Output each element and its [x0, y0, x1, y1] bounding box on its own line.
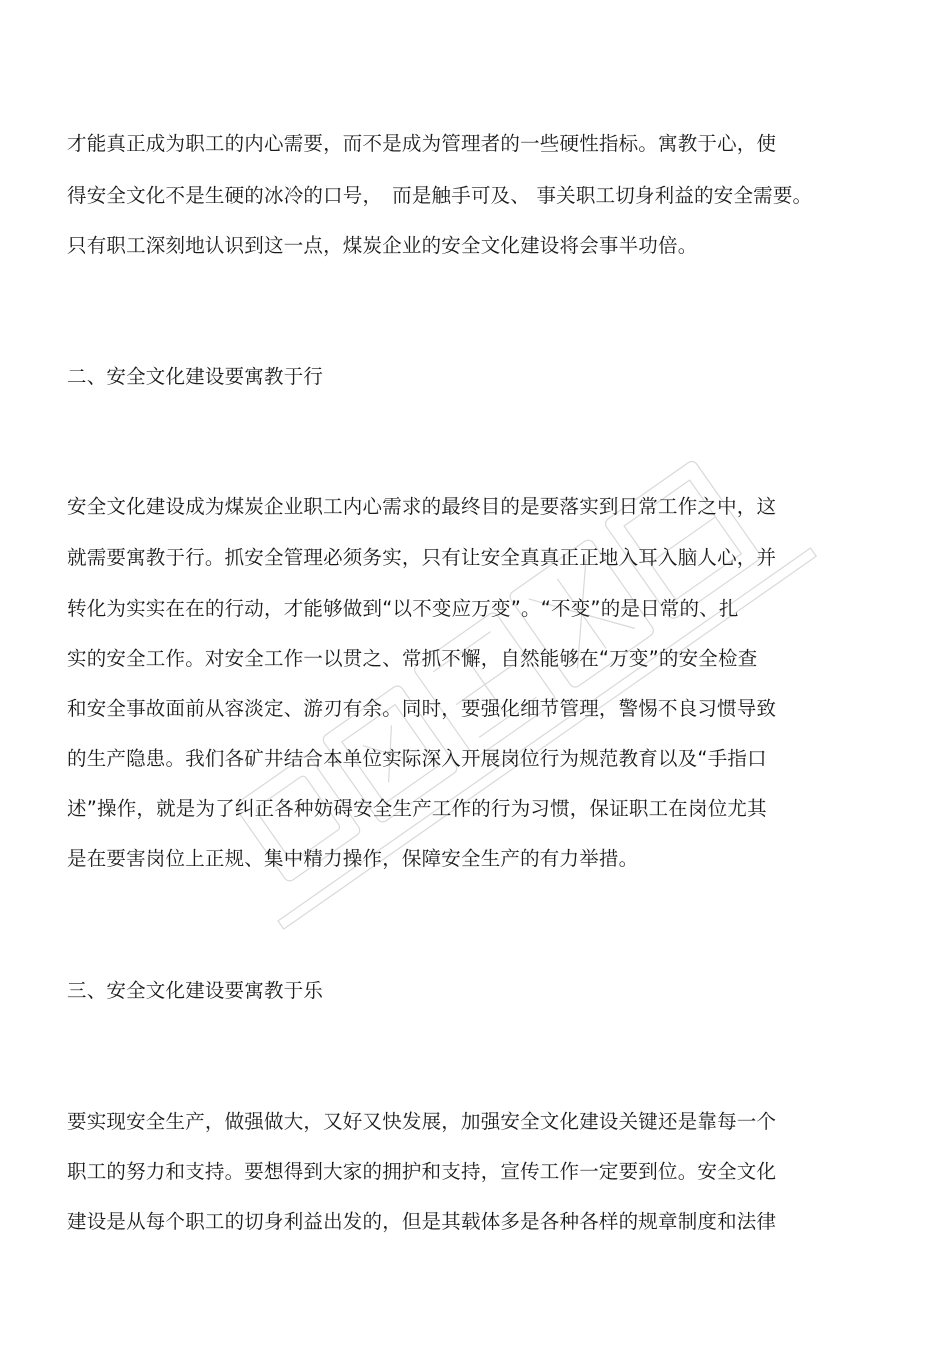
paragraph-line: 建设是从每个职工的切身利益出发的，但是其载体多是各种各样的规章制度和法律	[67, 1210, 777, 1233]
paragraph-line: 实的安全工作。对安全工作一以贯之、常抓不懈，自然能够在“万变”的安全检查	[67, 647, 758, 670]
paragraph-line: 述”操作，就是为了纠正各种妨碍安全生产工作的行为习惯，保证职工在岗位尤其	[67, 797, 767, 820]
paragraph-line: 的生产隐患。我们各矿井结合本单位实际深入开展岗位行为规范教育以及“手指口	[67, 747, 767, 770]
paragraph-line: 转化为实实在在的行动，才能够做到“以不变应万变”。“不变”的是日常的、扎	[67, 597, 739, 620]
paragraph-line: 和安全事故面前从容淡定、游刃有余。同时，要强化细节管理，警惕不良习惯导致	[67, 697, 777, 720]
paragraph-line: 安全文化建设成为煤炭企业职工内心需求的最终目的是要落实到日常工作之中，这	[67, 495, 777, 518]
paragraph-line: 才能真正成为职工的内心需要，而不是成为管理者的一些硬性指标。寓教于心，使	[67, 132, 777, 155]
paragraph-line: 职工的努力和支持。要想得到大家的拥护和支持，宣传工作一定要到位。安全文化	[67, 1160, 777, 1183]
paragraph-line: 要实现安全生产，做强做大，又好又快发展，加强安全文化建设关键还是靠每一个	[67, 1110, 777, 1133]
watermark-logo	[150, 390, 850, 970]
section-heading: 三、安全文化建设要寓教于乐	[67, 979, 324, 1002]
paragraph-line: 得安全文化不是生硬的冰冷的口号， 而是触手可及、 事关职工切身利益的安全需要。	[67, 184, 813, 207]
section-heading: 二、安全文化建设要寓教于行	[67, 365, 324, 388]
paragraph-line: 是在要害岗位上正规、集中精力操作，保障安全生产的有力举措。	[67, 847, 639, 870]
paragraph-line: 只有职工深刻地认识到这一点，煤炭企业的安全文化建设将会事半功倍。	[67, 234, 698, 257]
paragraph-line: 就需要寓教于行。抓安全管理必须务实，只有让安全真真正正地入耳入脑人心，并	[67, 546, 777, 569]
